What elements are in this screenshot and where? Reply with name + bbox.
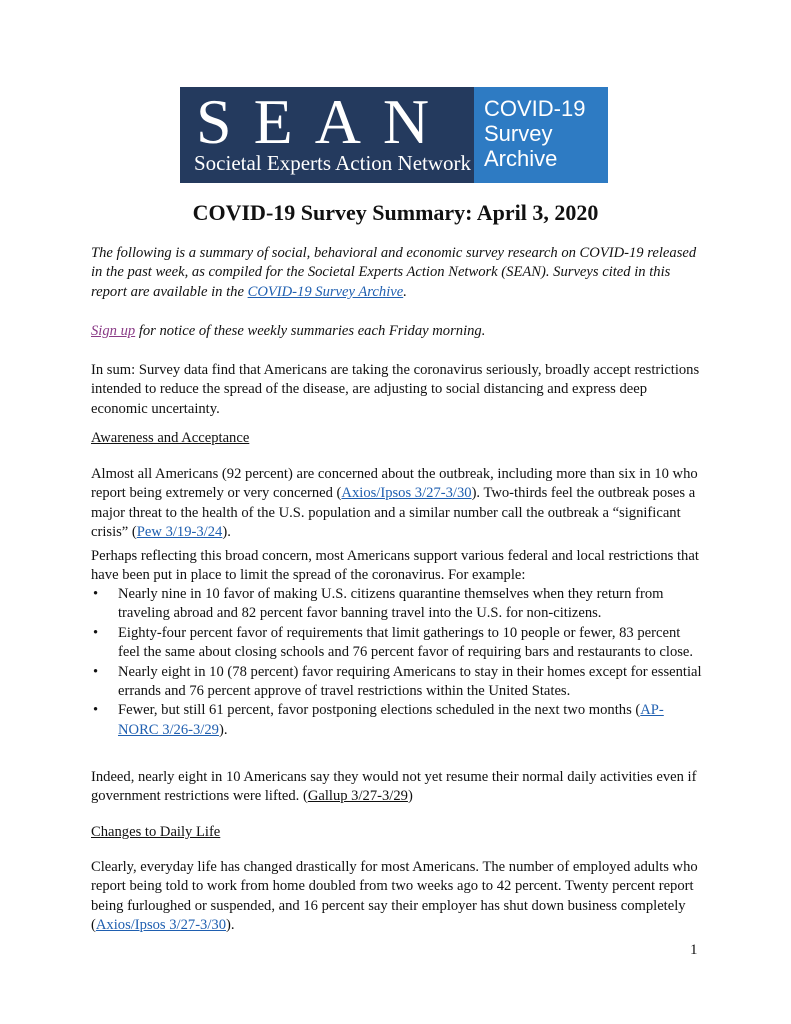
- intro-text: The following is a summary of social, behavioral and economic survey research on COVID-19 released in the past week, as compiled for the Societal Experts Action Network (SEAN). Surveys cited in this report are available in the: [91, 245, 697, 300]
- list-item: • Nearly eight in 10 (78 percent) favor requiring Americans to stay in their homes except for essential errands and 76 percent approve of travel restrictions within the United States.: [91, 663, 703, 702]
- logo-sean-text: SEAN: [196, 86, 452, 157]
- para4-end: ).: [226, 917, 235, 934]
- sean-logo: [180, 87, 608, 183]
- section-heading-daily-life: Changes to Daily Life: [91, 824, 221, 840]
- logo-subtitle: Societal Experts Action Network: [194, 151, 472, 175]
- pew-link[interactable]: Pew 3/19-3/24: [136, 524, 223, 541]
- bullet4-end: ).: [218, 721, 228, 738]
- ap-norc-link[interactable]: AP-NORC 3/26-3/29: [118, 702, 664, 738]
- intro-paragraph: [91, 244, 703, 302]
- intro-end: .: [403, 283, 407, 300]
- survey-archive-link[interactable]: COVID-19 Survey Archive: [247, 283, 404, 300]
- logo-archive-line2: Survey: [484, 121, 553, 146]
- para1-a: Almost all Americans (92 percent) are concerned about the outbreak, including more than six in 10 who report being extremely or very concerned (: [91, 466, 698, 502]
- section-heading-awareness: Awareness and Acceptance: [91, 430, 250, 446]
- logo-navy-block: [180, 87, 474, 183]
- in-sum-paragraph: In sum: Survey data find that Americans are taking the coronavirus seriously, broadly accept restrictions intended to reduce the spread of the disease, are adjusting to social distancing and express deep economic uncertainty.: [91, 362, 700, 417]
- signup-link[interactable]: Sign up: [91, 323, 136, 339]
- signup-paragraph: [91, 322, 703, 341]
- list-item: [91, 701, 703, 740]
- axios-ipsos-link-2[interactable]: Axios/Ipsos 3/27-3/30: [95, 917, 227, 934]
- restrictions-paragraph: Perhaps reflecting this broad concern, most Americans support various federal and local restrictions that have been put in place to limit the spread of the coronavirus. For example:: [91, 548, 699, 584]
- para4-text: Clearly, everyday life has changed drastically for most Americans. The number of employed adults who report being told to work from home doubled from two weeks ago to 42 percent. Twenty percent report being furloughed or suspended, and 16 percent say their employer has shut down business completely (: [91, 859, 698, 934]
- list-item: • Nearly nine in 10 favor of making U.S. citizens quarantine themselves when they return from traveling abroad and 82 percent favor banning travel into the U.S. for non-citizens.: [91, 585, 703, 624]
- logo-archive-line3: Archive: [484, 146, 558, 171]
- logo-archive-line1: COVID-19: [484, 96, 586, 121]
- restrictions-list: [91, 585, 703, 740]
- daily-life-paragraph: [91, 858, 703, 936]
- resume-activities-paragraph: [91, 768, 703, 807]
- para3-end: ): [407, 788, 413, 805]
- para3-text: Indeed, nearly eight in 10 Americans say they would not yet resume their normal daily activities even if government restrictions were lifted. (: [91, 769, 697, 805]
- gallup-link[interactable]: Gallup 3/27-3/29: [307, 788, 408, 805]
- para1-c: ).: [222, 524, 231, 541]
- awareness-paragraph: [91, 465, 703, 543]
- document-title: COVID-19 Survey Summary: April 3, 2020: [192, 200, 599, 225]
- logo-archive-block: [474, 87, 608, 183]
- signup-text: for notice of these weekly summaries each Friday morning.: [135, 323, 486, 339]
- list-item: • Eighty-four percent favor of requirements that limit gatherings to 10 people or fewer, 83 percent feel the same about closing schools and 76 percent favor of requiring bars and restaurants to close.: [91, 624, 703, 663]
- page-number: 1: [690, 942, 698, 958]
- axios-ipsos-link-1[interactable]: Axios/Ipsos 3/27-3/30: [341, 485, 472, 502]
- para1-b: ). Two-thirds feel the outbreak poses a major threat to the health of the U.S. population and a similar number call the outbreak a “significant crisis” (: [91, 485, 696, 541]
- bullet4-text: Fewer, but still 61 percent, favor postponing elections scheduled in the next two months (: [118, 702, 641, 719]
